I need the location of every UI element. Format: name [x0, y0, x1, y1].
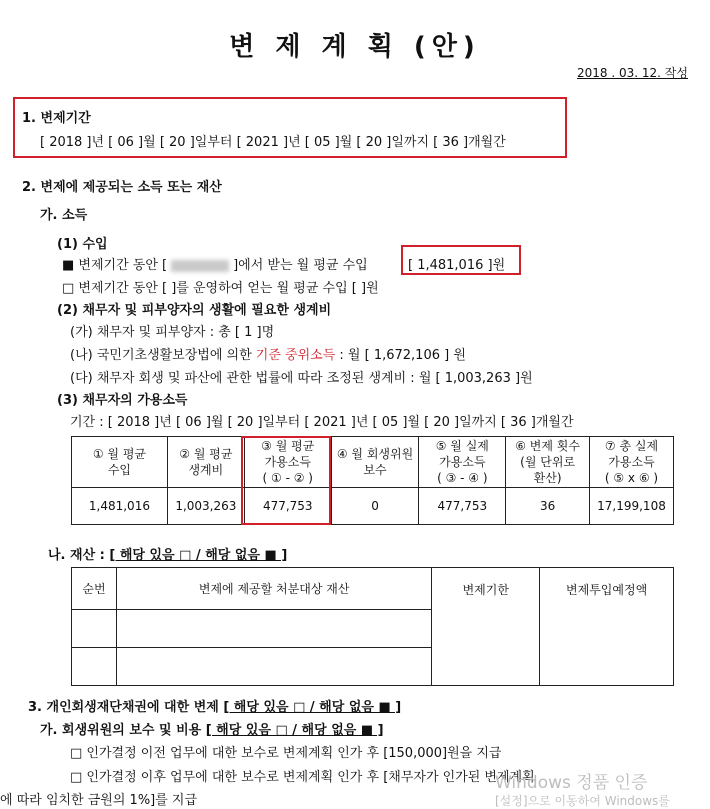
available-income-highlight-box — [241, 436, 331, 525]
property-row-2-seq — [72, 648, 117, 686]
living-cost-heading: (2) 채무자 및 피부양자의 생활에 필요한 생계비 — [57, 303, 332, 318]
header-monthly-income: ① 월 평균 수입 — [72, 437, 168, 488]
header-monthly-available-income: ③ 월 평균 가용소득 ( ① - ② ) — [244, 437, 331, 488]
header-trustee-fee: ④ 월 회생위원 보수 — [331, 437, 419, 488]
income-line-employment — [62, 254, 368, 273]
section3-heading: 3. 개인회생재단채권에 대한 변제 — [28, 700, 224, 715]
value-actual-available-income: 477,753 — [419, 488, 506, 525]
available-income-heading: (3) 채무자의 가용소득 — [57, 393, 188, 408]
median-income-suffix: : 월 [ 1,672,106 ] 원 — [335, 348, 466, 363]
header-total-available-income: ⑦ 총 실제 가용소득 ( ⑤ x ⑥ ) — [589, 437, 673, 488]
repayment-period-line: [ 2018 ]년 [ 06 ]월 [ 20 ]일부터 [ 2021 ]년 [ 05 ]월 [ 20 ]일까지 [ 36 ]개월간 — [40, 135, 506, 150]
section2-heading: 2. 변제에 제공되는 소득 또는 재산 — [22, 180, 222, 195]
trustee-fee-item-2: □ 인가결정 이후 업무에 대한 보수로 변제계획 인가 후 [채무자가 인가된 변제계획 — [70, 770, 535, 785]
property-row-1-asset — [116, 610, 431, 648]
section1-heading: 1. 변제기간 — [22, 111, 91, 126]
trustee-fee-item-1: □ 인가결정 이전 업무에 대한 보수로 변제계획 인가 후 [150,000]원을 지급 — [70, 746, 502, 761]
windows-activation-watermark: Windows 정품 인증 — [495, 773, 648, 793]
income1-prefix: ■ 변제기간 동안 [ — [62, 258, 168, 273]
property-value: [ 해당 있음 □ / 해당 없음 ■ ] — [109, 548, 288, 563]
median-income-term: 기준 중위소득 — [255, 348, 336, 363]
header-disposal-asset: 변제에 제공할 처분대상 재산 — [116, 568, 431, 610]
header-sequence: 순번 — [72, 568, 117, 610]
section3-heading-value: [ 해당 있음 □ / 해당 없음 ■ ] — [223, 700, 402, 715]
income1-mid: ]에서 받는 월 평균 수입 — [233, 258, 368, 273]
value-trustee-fee: 0 — [331, 488, 419, 525]
value-total-available-income: 17,199,108 — [589, 488, 673, 525]
value-monthly-available-income: 477,753 — [244, 488, 331, 525]
header-repayment-deadline: 변제기한 — [432, 568, 540, 686]
property-row-2-asset — [116, 648, 431, 686]
section3-heading-line — [28, 696, 401, 715]
property-line — [48, 544, 287, 563]
monthly-income-value: [ 1,481,016 ]원 — [408, 258, 506, 273]
dependents-line: (가) 채무자 및 피부양자 : 총 [ 1 ]명 — [70, 325, 275, 340]
trustee-fee-line — [40, 719, 384, 738]
income-subheading: 가. 소득 — [40, 208, 88, 223]
trustee-fee-value: [ 해당 있음 □ / 해당 없음 ■ ] — [205, 723, 384, 738]
available-income-table — [71, 436, 674, 525]
available-income-period: 기간 : [ 2018 ]년 [ 06 ]월 [ 20 ]일부터 [ 2021 ]년 [ 05 ]월 [ 20 ]일까지 [ 36 ]개월간 — [70, 415, 574, 430]
trustee-fee-item-3: 에 따라 임치한 금원의 1%]를 지급 — [0, 793, 198, 808]
median-income-prefix: (나) 국민기초생활보장법에 의한 — [70, 348, 256, 363]
revenue-heading: (1) 수입 — [57, 237, 108, 252]
redacted-employer — [171, 260, 229, 272]
income-line-business: □ 변제기간 동안 [ ]를 운영하여 얻는 월 평균 수입 [ ]원 — [62, 281, 379, 296]
header-actual-available-income: ⑤ 월 실제 가용소득 ( ③ - ④ ) — [419, 437, 506, 488]
document-title: 변 제 계 획 (안) — [229, 32, 481, 62]
adjusted-living-cost-line: (다) 채무자 회생 및 파산에 관한 법률에 따라 조정된 생계비 : 월 [ 1,003,263 ]원 — [70, 371, 533, 386]
value-payment-count: 36 — [506, 488, 590, 525]
header-payment-count: ⑥ 변제 횟수 (월 단위로 환산) — [506, 437, 590, 488]
header-planned-amount: 변제투입예정액 — [540, 568, 674, 686]
property-label: 나. 재산 : — [48, 548, 110, 563]
value-monthly-living-cost: 1,003,263 — [167, 488, 244, 525]
median-income-line — [70, 344, 466, 363]
trustee-fee-label: 가. 회생위원의 보수 및 비용 — [40, 723, 206, 738]
date-line: 2018 . 03. 12. 작성 — [577, 66, 688, 80]
header-monthly-living-cost: ② 월 평균 생계비 — [167, 437, 244, 488]
property-table — [71, 567, 674, 686]
windows-activation-watermark-sub: [설정]으로 이동하여 Windows를 — [495, 794, 670, 808]
value-monthly-income: 1,481,016 — [72, 488, 168, 525]
property-row-1-seq — [72, 610, 117, 648]
